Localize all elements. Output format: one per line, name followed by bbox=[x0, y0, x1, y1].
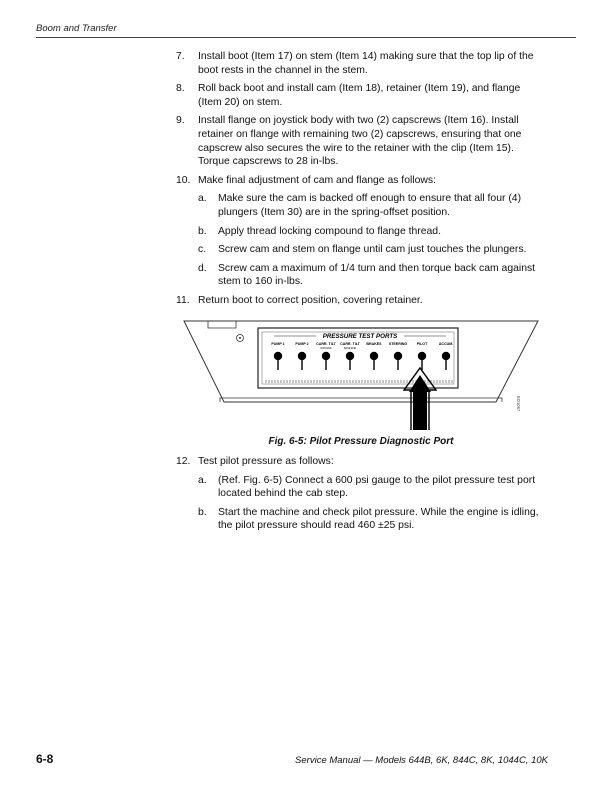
substep-12a bbox=[176, 474, 546, 501]
substep-letter: a. bbox=[198, 474, 207, 486]
housing-base bbox=[220, 398, 502, 402]
substep-text: Screw cam a maximum of 1/4 turn and then torque back cam against stem to 160 in-lbs. bbox=[218, 262, 536, 288]
pressure-ports-figure bbox=[176, 318, 546, 430]
procedure-steps-bottom bbox=[176, 455, 546, 538]
port-label: ACCUM. bbox=[438, 342, 454, 346]
port-fitting-icon bbox=[442, 352, 450, 360]
substep-letter: b. bbox=[198, 225, 207, 237]
step-number: 11. bbox=[176, 294, 190, 306]
step-text: Install flange on joystick body with two (2) capscrews (Item 16). Install retainer on flange with remaining two (2) capscrews, ensuring that one capscrew also secures the wire to the retainer with the clip (Item 15). Torque capscrews to 28 in-lbs. bbox=[198, 115, 522, 168]
port-fitting-icon bbox=[298, 352, 306, 360]
header-rule bbox=[36, 37, 576, 38]
port-fitting-icon bbox=[346, 352, 354, 360]
substep-10c bbox=[176, 243, 546, 257]
substep-text: Screw cam and stem on flange until cam just touches the plungers. bbox=[218, 244, 527, 256]
port-fitting-icon bbox=[322, 352, 330, 360]
running-header bbox=[36, 23, 576, 34]
substep-text: (Ref. Fig. 6-5) Connect a 600 psi gauge to the pilot pressure test port located behind the cab step. bbox=[218, 474, 536, 500]
port-label: STEERING bbox=[388, 342, 408, 346]
step-7 bbox=[176, 50, 546, 77]
port-sublabel: ROD END bbox=[320, 347, 332, 350]
step-12 bbox=[176, 455, 546, 469]
port-fitting-icon bbox=[418, 352, 426, 360]
housing-tab bbox=[208, 321, 236, 328]
substep-12b bbox=[176, 506, 546, 533]
substep-letter: b. bbox=[198, 506, 207, 518]
step-number: 8. bbox=[176, 83, 185, 95]
port-label: CARR. TILT bbox=[340, 342, 360, 346]
port-fitting-icon bbox=[394, 352, 402, 360]
port-fitting-icon bbox=[274, 352, 282, 360]
step-text: Make final adjustment of cam and flange as follows: bbox=[198, 174, 436, 186]
page-number: 6-8 bbox=[36, 752, 54, 766]
step-text: Return boot to correct position, covering retainer. bbox=[198, 294, 423, 306]
step-number: 7. bbox=[176, 51, 185, 62]
step-text: Test pilot pressure as follows: bbox=[198, 456, 334, 467]
section-title: Boom and Transfer bbox=[36, 23, 117, 34]
substep-letter: a. bbox=[198, 193, 207, 205]
port-fitting-icon bbox=[370, 352, 378, 360]
port-label: PUMP 2 bbox=[295, 342, 309, 346]
step-text: Install boot (Item 17) on stem (Item 14) making sure that the top lip of the boot rests in the channel in the stem. bbox=[198, 51, 534, 76]
panel-title: PRESSURE TEST PORTS bbox=[322, 333, 398, 340]
step-9 bbox=[176, 114, 546, 168]
port-label: PUMP 1 bbox=[271, 342, 285, 346]
substep-text: Make sure the cam is backed off enough to ensure that all four (4) plungers (Item 30) are in the spring-offset position. bbox=[218, 193, 522, 218]
port-label: PILOT bbox=[416, 342, 428, 346]
step-number: 10. bbox=[176, 174, 191, 186]
step-number: 12. bbox=[176, 456, 191, 467]
substep-text: Start the machine and check pilot pressure. While the engine is idling, the pilot pressure should read 460 ±25 psi. bbox=[218, 506, 539, 532]
step-text: Roll back boot and install cam (Item 18), retainer (Item 19), and flange (Item 20) on stem. bbox=[198, 83, 521, 108]
port-label: BRAKES bbox=[366, 342, 382, 346]
step-11 bbox=[176, 294, 546, 308]
procedure-steps-top bbox=[176, 50, 546, 313]
pressure-ports-diagram bbox=[176, 318, 546, 430]
port-label: CARR. TILT bbox=[316, 342, 336, 346]
step-8 bbox=[176, 82, 546, 109]
manual-title: Service Manual — Models 644B, 6K, 844C, 8K, 1044C, 10K bbox=[295, 755, 548, 766]
substep-10a bbox=[176, 192, 546, 219]
substep-letter: d. bbox=[198, 262, 207, 274]
figure-code: EO1067 bbox=[516, 396, 521, 412]
step-10 bbox=[176, 174, 546, 188]
step-number: 9. bbox=[176, 115, 185, 127]
substep-10b bbox=[176, 225, 546, 239]
port-sublabel: BASE END bbox=[343, 347, 357, 350]
substep-text: Apply thread locking compound to flange thread. bbox=[218, 225, 441, 237]
figure-caption: Fig. 6-5: Pilot Pressure Diagnostic Port bbox=[268, 436, 454, 447]
substep-letter: c. bbox=[198, 244, 207, 256]
substep-10d bbox=[176, 262, 546, 289]
